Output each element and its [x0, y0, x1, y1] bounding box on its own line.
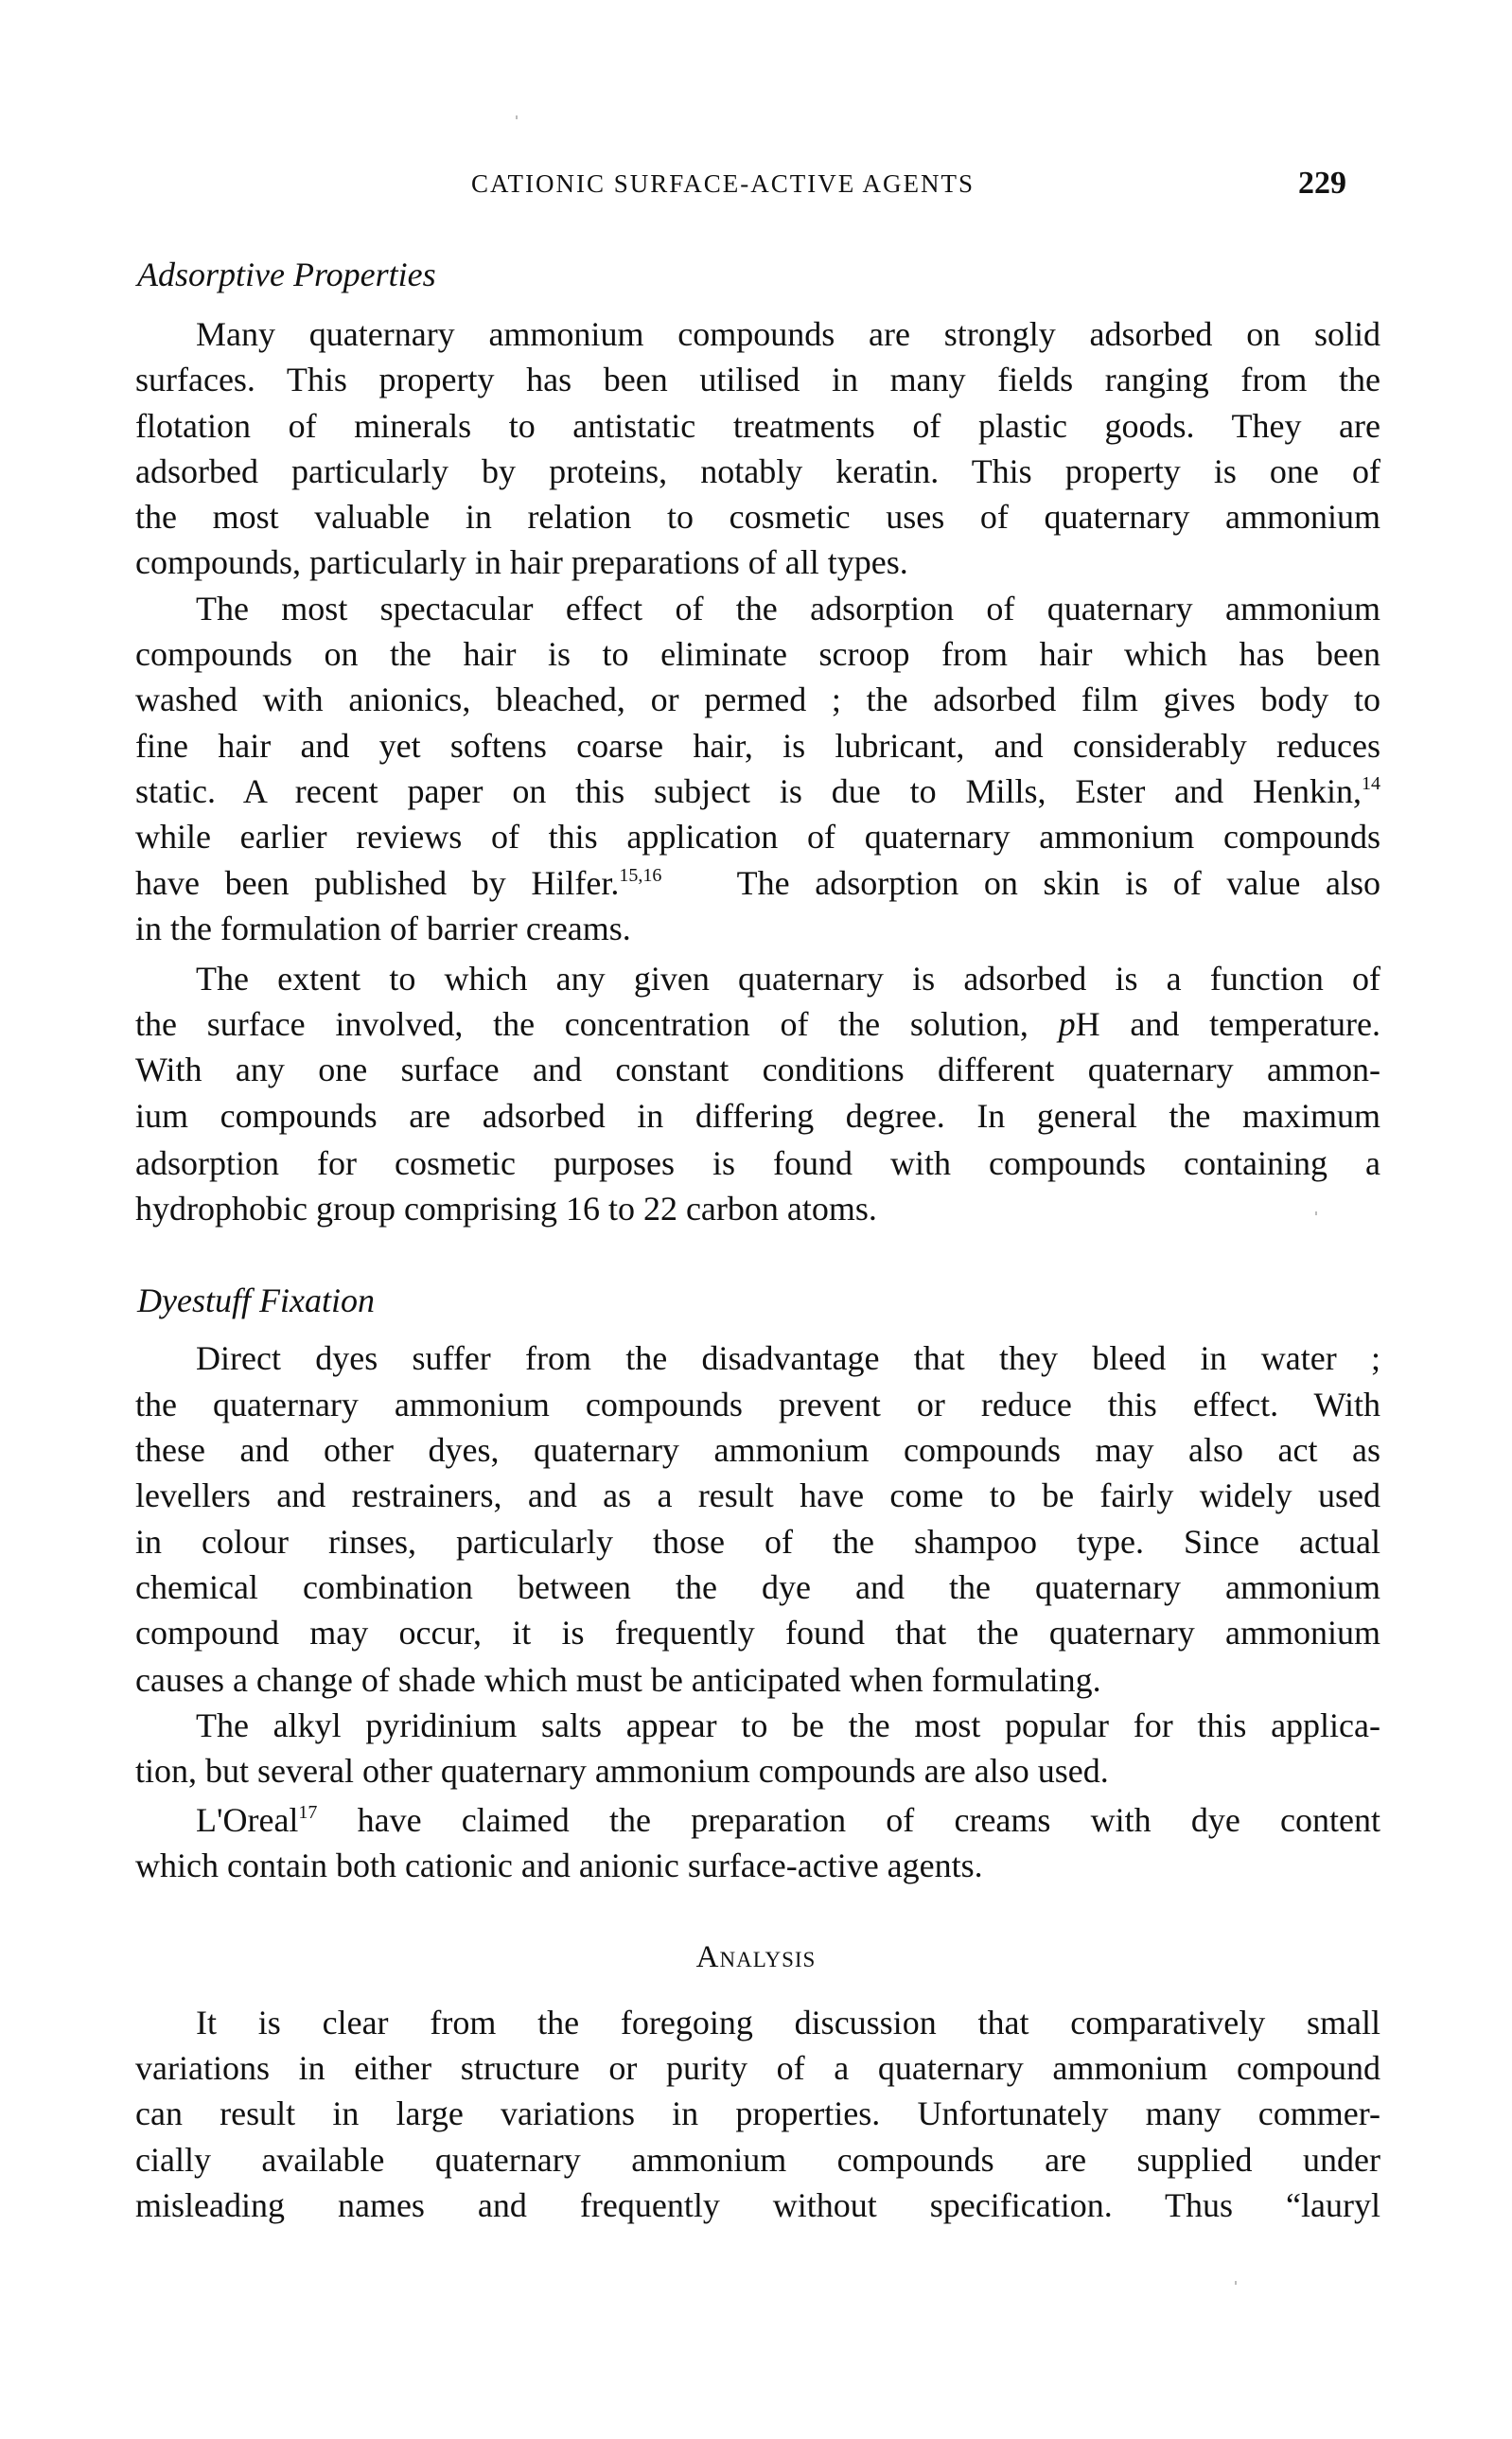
- text-line: the quaternary ammonium compounds prevent or reduce this effect. With: [135, 1386, 1380, 1423]
- text-line: adsorbed particularly by proteins, notably keratin. This property is one of: [135, 452, 1380, 490]
- text-line: [135, 1001, 1380, 1047]
- scan-speck: [1235, 2281, 1237, 2285]
- line-text: H and temperature.: [1075, 1005, 1381, 1043]
- text-line: chemical combination between the dye and the quaternary ammonium: [135, 1568, 1380, 1606]
- text-line: these and other dyes, quaternary ammonium compounds may also act as: [135, 1431, 1380, 1469]
- text-line: hydrophobic group comprising 16 to 22 carbon atoms.: [135, 1190, 877, 1228]
- text-line: in colour rinses, particularly those of the shampoo type. Since actual: [135, 1523, 1380, 1561]
- text-line: in the formulation of barrier creams.: [135, 910, 631, 947]
- text-line: levellers and restrainers, and as a result have come to be fairly widely used: [135, 1476, 1380, 1514]
- running-header: [0, 163, 1512, 204]
- text-line: causes a change of shade which must be anticipated when formulating.: [135, 1661, 1101, 1699]
- text-line: the most valuable in relation to cosmetic uses of quaternary ammonium: [135, 498, 1380, 536]
- line-text: the surface involved, the concentration of the solution,: [135, 1005, 1059, 1043]
- scan-speck: [1315, 1211, 1317, 1215]
- text-line: washed with anionics, bleached, or permed ; the adsorbed film gives body to: [135, 680, 1380, 718]
- footnote-ref-14[interactable]: 14: [1362, 773, 1380, 794]
- footnote-ref-15-16[interactable]: 15,16: [619, 865, 662, 886]
- text-line: variations in either structure or purity of a quaternary ammonium compound: [135, 2049, 1380, 2087]
- text-line: adsorption for cosmetic purposes is found with compounds containing a: [135, 1144, 1380, 1182]
- running-title: CATIONIC SURFACE-ACTIVE AGENTS: [471, 169, 976, 198]
- line-text: L'Oreal: [196, 1801, 299, 1839]
- text-line: cially available quaternary ammonium compounds are supplied under: [135, 2141, 1380, 2179]
- footnote-ref-17[interactable]: 17: [298, 1802, 318, 1823]
- line-text: have been published by Hilfer.: [135, 864, 620, 902]
- ph-italic: p: [1058, 1005, 1076, 1043]
- text-line: flotation of minerals to antistatic treatments of plastic goods. They are: [135, 407, 1380, 445]
- text-line: Many quaternary ammonium compounds are strongly adsorbed on solid: [196, 315, 1380, 353]
- text-line: [135, 860, 1380, 906]
- line-text: The adsorption on skin is of value also: [661, 864, 1380, 902]
- scan-speck: [516, 115, 518, 119]
- text-line: compounds, particularly in hair preparations of all types.: [135, 543, 908, 581]
- text-line: which contain both cationic and anionic surface-active agents.: [135, 1847, 983, 1884]
- page-number: 229: [1298, 166, 1346, 201]
- line-text: have claimed the preparation of creams with dye content: [317, 1801, 1380, 1839]
- text-line: fine hair and yet softens coarse hair, is lubricant, and considerably reduces: [135, 727, 1380, 765]
- text-line: tion, but several other quaternary ammonium compounds are also used.: [135, 1752, 1109, 1790]
- text-line: The extent to which any given quaternary is adsorbed is a function of: [196, 960, 1380, 998]
- text-line: compounds on the hair is to eliminate scroop from hair which has been: [135, 635, 1380, 673]
- text-line: misleading names and frequently without specification. Thus “lauryl: [135, 2186, 1380, 2224]
- text-line: can result in large variations in properties. Unfortunately many commer-: [135, 2094, 1380, 2132]
- text-line: [196, 1797, 1380, 1843]
- section-heading-adsorptive: Adsorptive Properties: [137, 256, 436, 293]
- text-line: while earlier reviews of this application of quaternary ammonium compounds: [135, 818, 1380, 856]
- text-line: The most spectacular effect of the adsorption of quaternary ammonium: [196, 590, 1380, 627]
- line-text: static. A recent paper on this subject is due to Mills, Ester and Henkin,: [135, 772, 1362, 810]
- section-heading-dyestuff: Dyestuff Fixation: [137, 1281, 375, 1319]
- text-line: surfaces. This property has been utilised in many fields ranging from the: [135, 361, 1380, 398]
- text-line: It is clear from the foregoing discussion that comparatively small: [196, 2004, 1380, 2041]
- section-heading-analysis: Analysis: [695, 1940, 817, 1974]
- text-line: With any one surface and constant conditions different quaternary ammon-: [135, 1051, 1380, 1088]
- text-line: Direct dyes suffer from the disadvantage that they bleed in water ;: [196, 1339, 1380, 1377]
- text-line: The alkyl pyridinium salts appear to be the most popular for this applica-: [196, 1706, 1380, 1744]
- text-line: ium compounds are adsorbed in differing degree. In general the maximum: [135, 1097, 1380, 1135]
- text-line: compound may occur, it is frequently found that the quaternary ammonium: [135, 1614, 1380, 1652]
- text-line: [135, 769, 1380, 814]
